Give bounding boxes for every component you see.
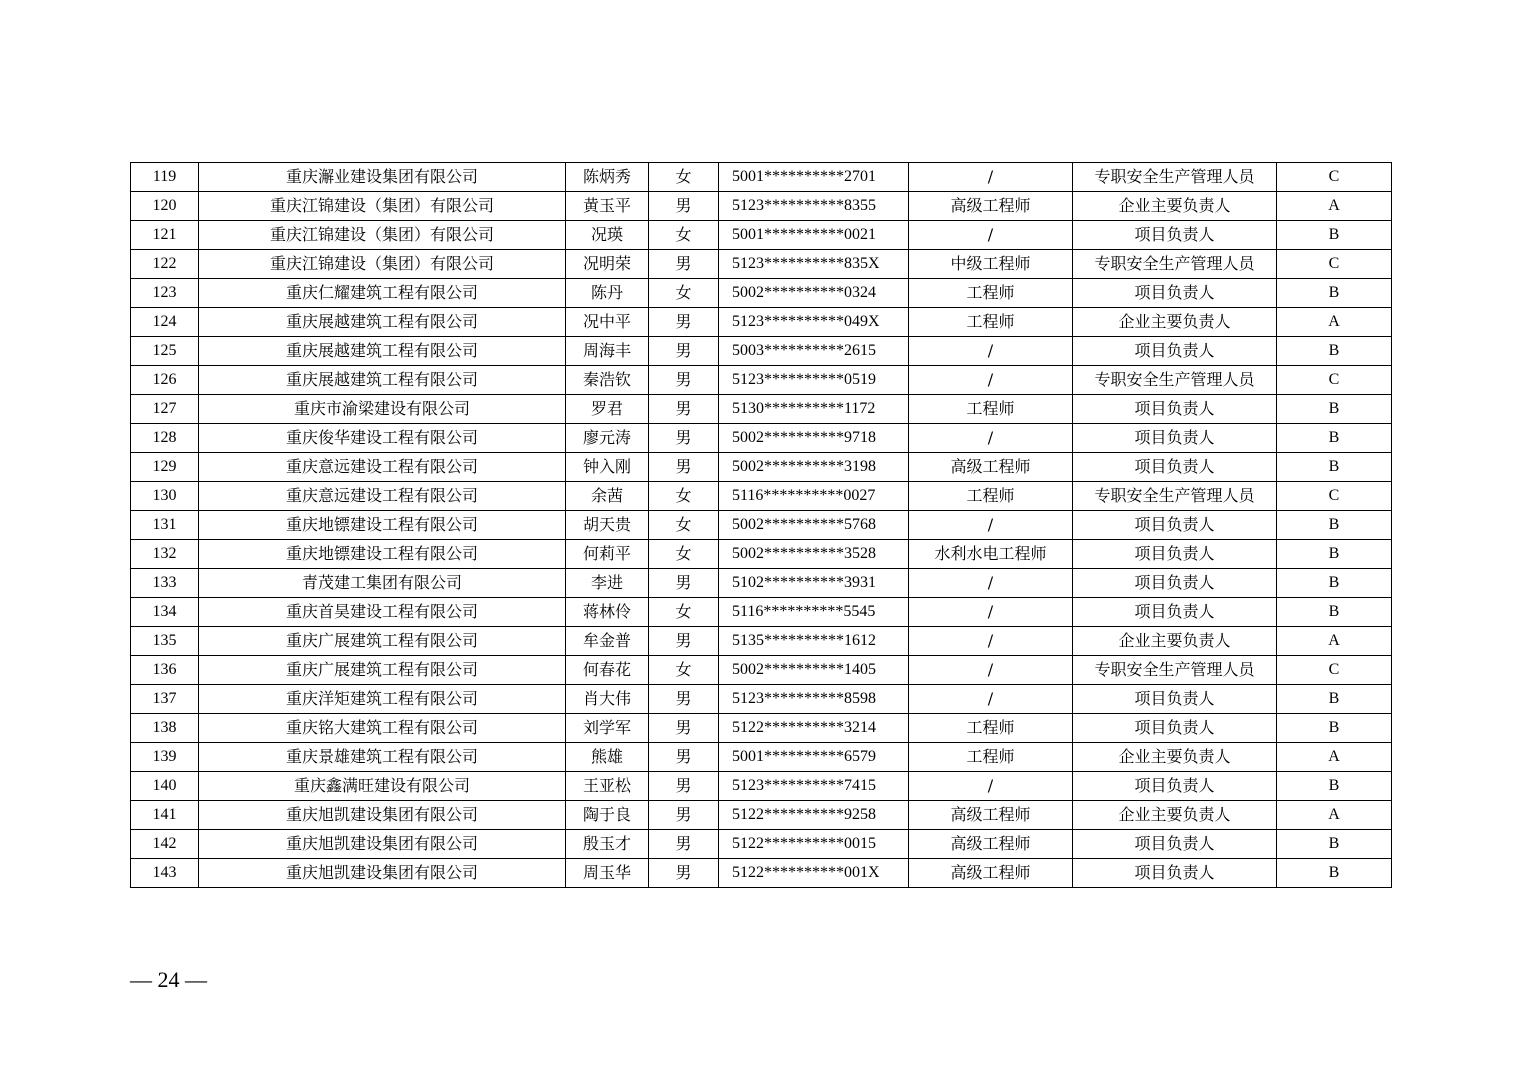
person-name-cell: 何莉平: [566, 540, 649, 569]
id-number-cell: 5002**********3528: [719, 540, 909, 569]
row-number-cell: 134: [131, 598, 199, 627]
grade-cell: C: [1277, 366, 1392, 395]
row-number-cell: 139: [131, 743, 199, 772]
person-name-cell: 余茜: [566, 482, 649, 511]
table-row: [131, 859, 1392, 888]
row-number-cell: 136: [131, 656, 199, 685]
company-name-cell: 重庆江锦建设（集团）有限公司: [199, 250, 566, 279]
company-name-cell: 重庆意远建设工程有限公司: [199, 482, 566, 511]
grade-cell: B: [1277, 685, 1392, 714]
grade-cell: C: [1277, 656, 1392, 685]
id-number-cell: 5123**********8355: [719, 192, 909, 221]
role-cell: 企业主要负责人: [1073, 743, 1277, 772]
table-row: [131, 627, 1392, 656]
id-number-cell: 5002**********0324: [719, 279, 909, 308]
id-number-cell: 5122**********9258: [719, 801, 909, 830]
grade-cell: B: [1277, 395, 1392, 424]
grade-cell: B: [1277, 772, 1392, 801]
gender-cell: 男: [649, 714, 719, 743]
row-number-cell: 133: [131, 569, 199, 598]
role-cell: 项目负责人: [1073, 685, 1277, 714]
company-name-cell: 重庆展越建筑工程有限公司: [199, 308, 566, 337]
person-name-cell: 廖元涛: [566, 424, 649, 453]
company-name-cell: 重庆首昊建设工程有限公司: [199, 598, 566, 627]
person-name-cell: 陈丹: [566, 279, 649, 308]
title-cell: 高级工程师: [909, 859, 1073, 888]
company-name-cell: 重庆旭凯建设集团有限公司: [199, 801, 566, 830]
company-name-cell: 重庆展越建筑工程有限公司: [199, 366, 566, 395]
title-cell: /: [909, 337, 1073, 366]
gender-cell: 男: [649, 453, 719, 482]
company-name-cell: 重庆广展建筑工程有限公司: [199, 656, 566, 685]
grade-cell: A: [1277, 627, 1392, 656]
grade-cell: B: [1277, 453, 1392, 482]
gender-cell: 男: [649, 859, 719, 888]
table-row: [131, 482, 1392, 511]
table-row: [131, 250, 1392, 279]
row-number-cell: 124: [131, 308, 199, 337]
grade-cell: A: [1277, 801, 1392, 830]
grade-cell: B: [1277, 540, 1392, 569]
company-name-cell: 重庆地镖建设工程有限公司: [199, 511, 566, 540]
id-number-cell: 5123**********8598: [719, 685, 909, 714]
id-number-cell: 5116**********5545: [719, 598, 909, 627]
role-cell: 项目负责人: [1073, 511, 1277, 540]
title-cell: 高级工程师: [909, 453, 1073, 482]
person-name-cell: 况中平: [566, 308, 649, 337]
table-row: [131, 192, 1392, 221]
id-number-cell: 5001**********0021: [719, 221, 909, 250]
person-name-cell: 陶于良: [566, 801, 649, 830]
grade-cell: C: [1277, 482, 1392, 511]
row-number-cell: 135: [131, 627, 199, 656]
person-name-cell: 胡天贵: [566, 511, 649, 540]
person-name-cell: 牟金普: [566, 627, 649, 656]
gender-cell: 女: [649, 511, 719, 540]
company-name-cell: 重庆铭大建筑工程有限公司: [199, 714, 566, 743]
gender-cell: 男: [649, 743, 719, 772]
id-number-cell: 5135**********1612: [719, 627, 909, 656]
table-row: [131, 714, 1392, 743]
row-number-cell: 126: [131, 366, 199, 395]
gender-cell: 男: [649, 569, 719, 598]
id-number-cell: 5122**********001X: [719, 859, 909, 888]
grade-cell: B: [1277, 424, 1392, 453]
role-cell: 专职安全生产管理人员: [1073, 656, 1277, 685]
personnel-table: [130, 162, 1392, 888]
title-cell: /: [909, 598, 1073, 627]
person-name-cell: 刘学军: [566, 714, 649, 743]
grade-cell: A: [1277, 743, 1392, 772]
id-number-cell: 5002**********9718: [719, 424, 909, 453]
title-cell: 高级工程师: [909, 830, 1073, 859]
title-cell: /: [909, 424, 1073, 453]
role-cell: 项目负责人: [1073, 569, 1277, 598]
role-cell: 项目负责人: [1073, 830, 1277, 859]
gender-cell: 女: [649, 540, 719, 569]
company-name-cell: 重庆景雄建筑工程有限公司: [199, 743, 566, 772]
row-number-cell: 129: [131, 453, 199, 482]
table-row: [131, 163, 1392, 192]
person-name-cell: 陈炳秀: [566, 163, 649, 192]
company-name-cell: 重庆旭凯建设集团有限公司: [199, 859, 566, 888]
gender-cell: 女: [649, 598, 719, 627]
grade-cell: A: [1277, 308, 1392, 337]
person-name-cell: 熊雄: [566, 743, 649, 772]
gender-cell: 男: [649, 366, 719, 395]
person-name-cell: 况明荣: [566, 250, 649, 279]
id-number-cell: 5002**********1405: [719, 656, 909, 685]
person-name-cell: 秦浩钦: [566, 366, 649, 395]
grade-cell: B: [1277, 714, 1392, 743]
role-cell: 项目负责人: [1073, 598, 1277, 627]
company-name-cell: 青茂建工集团有限公司: [199, 569, 566, 598]
gender-cell: 男: [649, 801, 719, 830]
company-name-cell: 重庆广展建筑工程有限公司: [199, 627, 566, 656]
person-name-cell: 殷玉才: [566, 830, 649, 859]
person-name-cell: 罗君: [566, 395, 649, 424]
title-cell: /: [909, 511, 1073, 540]
company-name-cell: 重庆旭凯建设集团有限公司: [199, 830, 566, 859]
person-name-cell: 李进: [566, 569, 649, 598]
title-cell: /: [909, 569, 1073, 598]
person-name-cell: 钟入刚: [566, 453, 649, 482]
table-row: [131, 337, 1392, 366]
gender-cell: 男: [649, 308, 719, 337]
company-name-cell: 重庆地镖建设工程有限公司: [199, 540, 566, 569]
grade-cell: B: [1277, 511, 1392, 540]
grade-cell: B: [1277, 279, 1392, 308]
table-row: [131, 656, 1392, 685]
grade-cell: B: [1277, 221, 1392, 250]
id-number-cell: 5102**********3931: [719, 569, 909, 598]
gender-cell: 男: [649, 192, 719, 221]
title-cell: /: [909, 656, 1073, 685]
table-row: [131, 801, 1392, 830]
gender-cell: 男: [649, 772, 719, 801]
id-number-cell: 5130**********1172: [719, 395, 909, 424]
role-cell: 专职安全生产管理人员: [1073, 250, 1277, 279]
row-number-cell: 132: [131, 540, 199, 569]
row-number-cell: 131: [131, 511, 199, 540]
role-cell: 项目负责人: [1073, 337, 1277, 366]
role-cell: 项目负责人: [1073, 395, 1277, 424]
row-number-cell: 130: [131, 482, 199, 511]
role-cell: 企业主要负责人: [1073, 192, 1277, 221]
title-cell: 工程师: [909, 395, 1073, 424]
row-number-cell: 141: [131, 801, 199, 830]
title-cell: /: [909, 627, 1073, 656]
table-row: [131, 830, 1392, 859]
company-name-cell: 重庆澥业建设集团有限公司: [199, 163, 566, 192]
title-cell: /: [909, 685, 1073, 714]
role-cell: 项目负责人: [1073, 540, 1277, 569]
page-number: — 24 —: [130, 967, 207, 992]
row-number-cell: 123: [131, 279, 199, 308]
role-cell: 企业主要负责人: [1073, 627, 1277, 656]
id-number-cell: 5003**********2615: [719, 337, 909, 366]
table-row: [131, 511, 1392, 540]
company-name-cell: 重庆市渝梁建设有限公司: [199, 395, 566, 424]
company-name-cell: 重庆意远建设工程有限公司: [199, 453, 566, 482]
company-name-cell: 重庆俊华建设工程有限公司: [199, 424, 566, 453]
title-cell: /: [909, 221, 1073, 250]
table-row: [131, 772, 1392, 801]
row-number-cell: 143: [131, 859, 199, 888]
row-number-cell: 138: [131, 714, 199, 743]
title-cell: 工程师: [909, 482, 1073, 511]
table-body: [131, 163, 1392, 888]
title-cell: /: [909, 163, 1073, 192]
row-number-cell: 122: [131, 250, 199, 279]
role-cell: 项目负责人: [1073, 772, 1277, 801]
row-number-cell: 120: [131, 192, 199, 221]
person-name-cell: 何春花: [566, 656, 649, 685]
id-number-cell: 5123**********7415: [719, 772, 909, 801]
gender-cell: 女: [649, 221, 719, 250]
title-cell: 中级工程师: [909, 250, 1073, 279]
id-number-cell: 5002**********3198: [719, 453, 909, 482]
gender-cell: 男: [649, 337, 719, 366]
table-row: [131, 743, 1392, 772]
gender-cell: 男: [649, 395, 719, 424]
title-cell: /: [909, 772, 1073, 801]
role-cell: 项目负责人: [1073, 859, 1277, 888]
table-row: [131, 395, 1392, 424]
title-cell: 工程师: [909, 279, 1073, 308]
title-cell: 工程师: [909, 308, 1073, 337]
person-name-cell: 肖大伟: [566, 685, 649, 714]
grade-cell: B: [1277, 830, 1392, 859]
company-name-cell: 重庆鑫满旺建设有限公司: [199, 772, 566, 801]
grade-cell: C: [1277, 163, 1392, 192]
role-cell: 企业主要负责人: [1073, 308, 1277, 337]
row-number-cell: 125: [131, 337, 199, 366]
gender-cell: 女: [649, 482, 719, 511]
gender-cell: 男: [649, 424, 719, 453]
person-name-cell: 黄玉平: [566, 192, 649, 221]
table-row: [131, 308, 1392, 337]
grade-cell: C: [1277, 250, 1392, 279]
role-cell: 项目负责人: [1073, 221, 1277, 250]
id-number-cell: 5123**********0519: [719, 366, 909, 395]
grade-cell: A: [1277, 192, 1392, 221]
company-name-cell: 重庆仁耀建筑工程有限公司: [199, 279, 566, 308]
table-row: [131, 569, 1392, 598]
person-name-cell: 周海丰: [566, 337, 649, 366]
title-cell: /: [909, 366, 1073, 395]
role-cell: 项目负责人: [1073, 714, 1277, 743]
company-name-cell: 重庆洋矩建筑工程有限公司: [199, 685, 566, 714]
title-cell: 水利水电工程师: [909, 540, 1073, 569]
row-number-cell: 119: [131, 163, 199, 192]
person-name-cell: 王亚松: [566, 772, 649, 801]
grade-cell: B: [1277, 598, 1392, 627]
role-cell: 专职安全生产管理人员: [1073, 366, 1277, 395]
id-number-cell: 5123**********049X: [719, 308, 909, 337]
role-cell: 专职安全生产管理人员: [1073, 482, 1277, 511]
role-cell: 专职安全生产管理人员: [1073, 163, 1277, 192]
row-number-cell: 140: [131, 772, 199, 801]
role-cell: 项目负责人: [1073, 453, 1277, 482]
table-row: [131, 424, 1392, 453]
person-name-cell: 况瑛: [566, 221, 649, 250]
grade-cell: B: [1277, 569, 1392, 598]
table-row: [131, 453, 1392, 482]
table-row: [131, 221, 1392, 250]
table-row: [131, 685, 1392, 714]
row-number-cell: 128: [131, 424, 199, 453]
role-cell: 项目负责人: [1073, 424, 1277, 453]
title-cell: 高级工程师: [909, 801, 1073, 830]
gender-cell: 男: [649, 830, 719, 859]
id-number-cell: 5001**********6579: [719, 743, 909, 772]
grade-cell: B: [1277, 859, 1392, 888]
person-name-cell: 周玉华: [566, 859, 649, 888]
table-row: [131, 366, 1392, 395]
gender-cell: 男: [649, 627, 719, 656]
table-row: [131, 540, 1392, 569]
table-row: [131, 598, 1392, 627]
table-row: [131, 279, 1392, 308]
id-number-cell: 5122**********0015: [719, 830, 909, 859]
id-number-cell: 5002**********5768: [719, 511, 909, 540]
gender-cell: 男: [649, 250, 719, 279]
gender-cell: 男: [649, 685, 719, 714]
id-number-cell: 5001**********2701: [719, 163, 909, 192]
grade-cell: B: [1277, 337, 1392, 366]
role-cell: 项目负责人: [1073, 279, 1277, 308]
id-number-cell: 5123**********835X: [719, 250, 909, 279]
gender-cell: 女: [649, 279, 719, 308]
company-name-cell: 重庆江锦建设（集团）有限公司: [199, 221, 566, 250]
id-number-cell: 5116**********0027: [719, 482, 909, 511]
id-number-cell: 5122**********3214: [719, 714, 909, 743]
title-cell: 工程师: [909, 743, 1073, 772]
person-name-cell: 蒋林伶: [566, 598, 649, 627]
gender-cell: 女: [649, 656, 719, 685]
company-name-cell: 重庆展越建筑工程有限公司: [199, 337, 566, 366]
role-cell: 企业主要负责人: [1073, 801, 1277, 830]
company-name-cell: 重庆江锦建设（集团）有限公司: [199, 192, 566, 221]
row-number-cell: 142: [131, 830, 199, 859]
row-number-cell: 127: [131, 395, 199, 424]
gender-cell: 女: [649, 163, 719, 192]
title-cell: 工程师: [909, 714, 1073, 743]
row-number-cell: 121: [131, 221, 199, 250]
row-number-cell: 137: [131, 685, 199, 714]
title-cell: 高级工程师: [909, 192, 1073, 221]
